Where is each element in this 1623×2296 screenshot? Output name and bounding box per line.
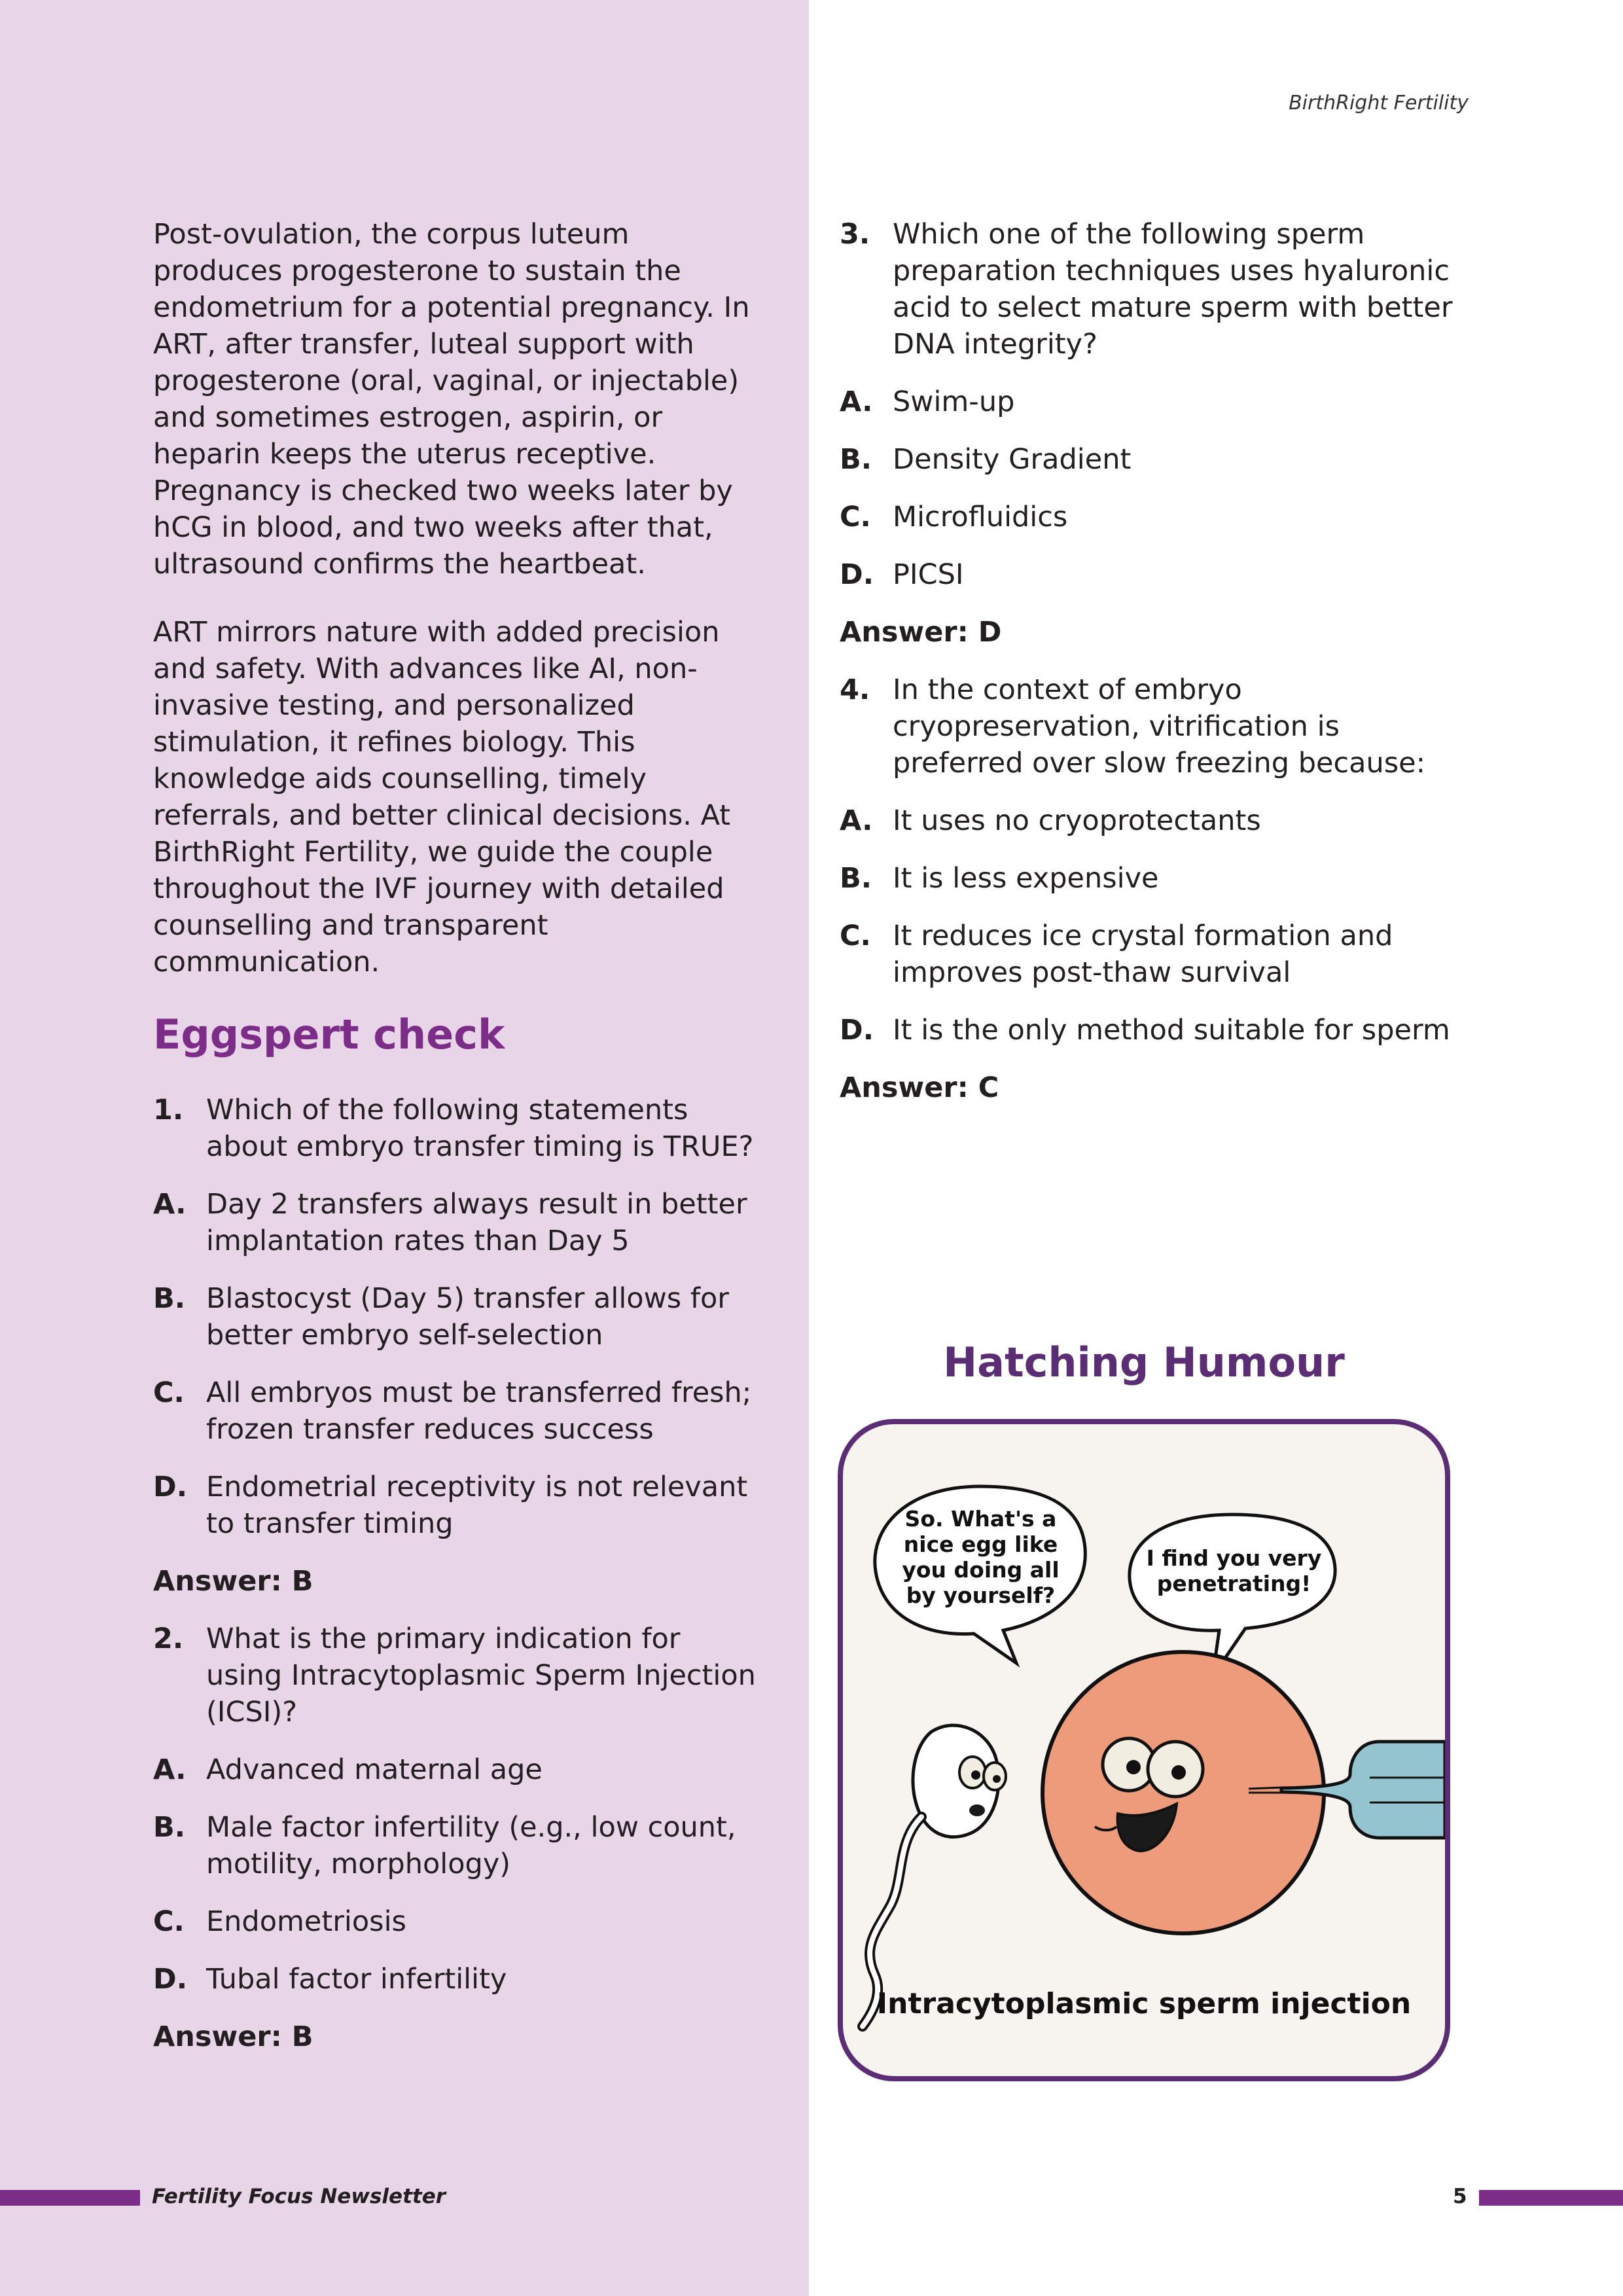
answer: Answer: B <box>153 1565 313 1598</box>
page-number: 5 <box>1453 2185 1467 2208</box>
quiz-title: Eggspert check <box>153 1011 505 1058</box>
question-text: Which of the following statements about embryo transfer timing is TRUE? <box>206 1094 754 1163</box>
option-text: It is the only method suitable for sperm <box>893 1014 1450 1047</box>
option-text: It reduces ice crystal formation and improves post-thaw survival <box>893 920 1393 989</box>
option-letter: A. <box>153 1188 187 1221</box>
option-a <box>153 1751 762 1788</box>
answer: Answer: C <box>840 1071 999 1104</box>
option-letter: C. <box>840 501 871 533</box>
option-d <box>840 1012 1468 1049</box>
option-text: It is less expensive <box>893 862 1159 895</box>
option-d <box>153 1469 762 1542</box>
cartoon-caption: Intracytoplasmic sperm injection <box>876 1987 1412 2020</box>
option-b <box>153 1809 762 1882</box>
option-letter: B. <box>153 1811 186 1844</box>
question-stem <box>840 672 1468 781</box>
answer: Answer: B <box>153 2020 313 2053</box>
option-text: All embryos must be transferred fresh; frozen transfer reduces success <box>206 1376 752 1446</box>
bubble-right-text: I find you very penetrating! <box>1146 1545 1322 1596</box>
right-column <box>840 216 1468 1127</box>
footer-title: Fertility Focus Newsletter <box>152 2185 446 2208</box>
option-letter: C. <box>840 920 871 952</box>
option-letter: D. <box>153 1471 188 1503</box>
option-text: Density Gradient <box>893 443 1132 476</box>
option-a <box>840 384 1468 420</box>
option-text: It uses no cryoprotectants <box>893 804 1261 837</box>
left-column <box>153 216 762 2076</box>
option-letter: D. <box>153 1963 188 1996</box>
option-letter: A. <box>840 386 873 418</box>
option-text: Microfluidics <box>893 501 1068 533</box>
option-letter: A. <box>840 804 873 837</box>
option-letter: D. <box>840 1014 874 1047</box>
option-letter: B. <box>840 862 872 895</box>
option-c <box>840 918 1468 991</box>
cartoon-panel <box>838 1419 1450 2081</box>
option-text: Blastocyst (Day 5) transfer allows for better embryo self-selection <box>206 1282 729 1352</box>
option-letter: B. <box>840 443 872 476</box>
option-text: Male factor infertility (e.g., low count, motility, morphology) <box>206 1811 736 1880</box>
question-text: Which one of the following sperm preparation techniques uses hyaluronic acid to select mature sperm with better DNA integrity? <box>893 218 1453 361</box>
bubble-left-text: So. What's a nice egg like you doing all by yourself? <box>902 1506 1060 1608</box>
brand-header: BirthRight Fertility <box>1289 92 1469 115</box>
option-letter: C. <box>153 1376 185 1409</box>
answer: Answer: D <box>840 616 1002 649</box>
option-text: Swim-up <box>893 386 1015 418</box>
option-b <box>153 1280 762 1354</box>
option-a <box>153 1186 762 1259</box>
option-letter: C. <box>153 1905 185 1938</box>
option-text: Tubal factor infertility <box>206 1963 507 1996</box>
option-letter: B. <box>153 1282 186 1315</box>
question-number: 4. <box>840 673 870 706</box>
option-d <box>840 556 1468 593</box>
option-text: PICSI <box>893 558 964 591</box>
option-d <box>153 1961 762 1998</box>
question-stem <box>153 1621 762 1731</box>
humour-title: Hatching Humour <box>943 1338 1345 1386</box>
footer-bar-left <box>0 2190 140 2206</box>
option-text: Endometriosis <box>206 1905 406 1938</box>
option-letter: A. <box>153 1753 187 1786</box>
question-text: What is the primary indication for using Intracytoplasmic Sperm Injection (ICSI)? <box>206 1623 756 1729</box>
sperm-character <box>863 1725 1006 2026</box>
question-stem <box>840 216 1468 363</box>
option-text: Advanced maternal age <box>206 1753 543 1786</box>
footer-bar-right <box>1479 2190 1623 2206</box>
question-number: 2. <box>153 1623 184 1655</box>
option-b <box>840 860 1468 897</box>
option-c <box>153 1374 762 1448</box>
option-letter: D. <box>840 558 874 591</box>
option-c <box>840 499 1468 535</box>
question-number: 3. <box>840 218 870 251</box>
option-a <box>840 802 1468 839</box>
question-4 <box>840 672 1468 1106</box>
question-1 <box>153 1092 762 1600</box>
intro-paragraph-2: ART mirrors nature with added precision and safety. With advances like AI, non-invasive testing, and personalized stimulation, it refines biology. This knowledge aids counselling, timely referrals, and better clinical decisions. At BirthRight Fertility, we guide the couple throughout the IVF journey with detailed counselling and transparent communication. <box>153 616 731 978</box>
option-text: Day 2 transfers always result in better implantation rates than Day 5 <box>206 1188 747 1257</box>
intro-paragraph-1: Post-ovulation, the corpus luteum produces progesterone to sustain the endometrium for a potential pregnancy. In ART, after transfer, luteal support with progesterone (oral, vaginal, or injectable) and sometimes estrogen, aspirin, or heparin keeps the uterus receptive. Pregnancy is checked two weeks later by hCG in blood, and two weeks after that, ultrasound confirms the heartbeat. <box>153 218 750 581</box>
question-stem <box>153 1092 762 1165</box>
question-number: 1. <box>153 1094 184 1126</box>
question-2 <box>153 1621 762 2055</box>
question-3 <box>840 216 1468 651</box>
option-b <box>840 441 1468 478</box>
question-text: In the context of embryo cryopreservation, vitrification is preferred over slow freezing because: <box>893 673 1426 780</box>
option-text: Endometrial receptivity is not relevant to transfer timing <box>206 1471 748 1540</box>
option-c <box>153 1903 762 1940</box>
